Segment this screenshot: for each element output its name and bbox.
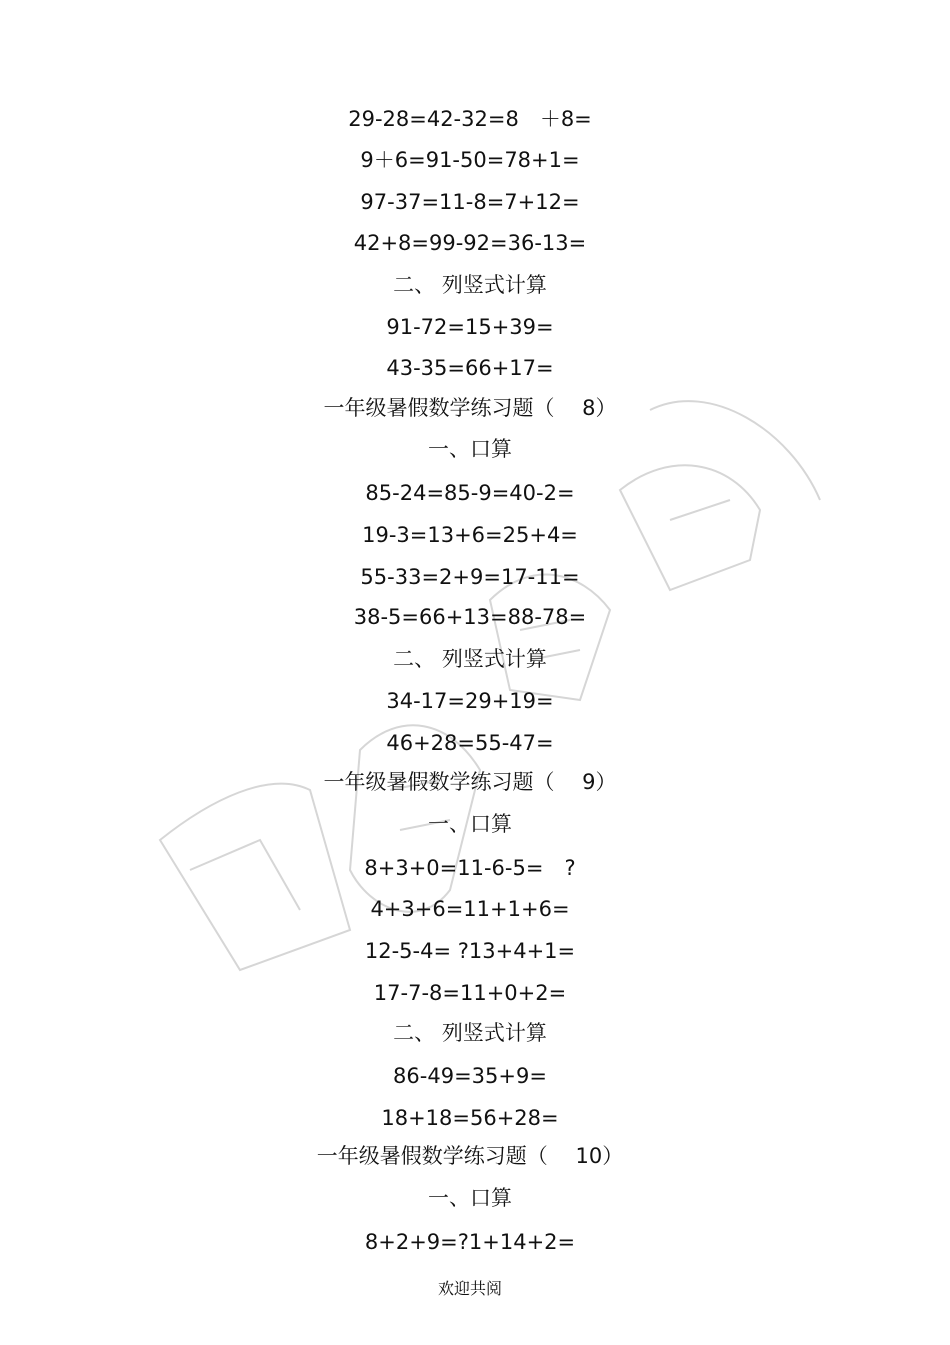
exercise-line: 46+28=55-47= bbox=[386, 731, 554, 755]
section-heading: 二、 列竖式计算 bbox=[393, 647, 547, 671]
exercise-line: 8+3+0=11-6-5= ? bbox=[364, 856, 576, 880]
section-heading: 一、口算 bbox=[428, 437, 512, 461]
section-heading: 一、口算 bbox=[428, 1186, 512, 1210]
exercise-title: 一年级暑假数学练习题（ 10） bbox=[316, 1144, 624, 1168]
exercise-line: 43-35=66+17= bbox=[386, 356, 554, 380]
exercise-title: 一年级暑假数学练习题（ 8） bbox=[323, 396, 617, 420]
exercise-line: 91-72=15+39= bbox=[386, 315, 554, 339]
exercise-line: 86-49=35+9= bbox=[393, 1064, 547, 1088]
exercise-line: 17-7-8=11+0+2= bbox=[373, 981, 567, 1005]
section-heading: 一、口算 bbox=[428, 812, 512, 836]
exercise-line: 97-37=11-8=7+12= bbox=[360, 190, 580, 214]
section-heading: 二、 列竖式计算 bbox=[393, 1021, 547, 1045]
exercise-line: 8+2+9=?1+14+2= bbox=[364, 1230, 576, 1254]
exercise-line: 34-17=29+19= bbox=[386, 689, 554, 713]
section-heading: 二、 列竖式计算 bbox=[393, 273, 547, 297]
exercise-line: 85-24=85-9=40-2= bbox=[365, 481, 575, 505]
exercise-line: 9＋6=91-50=78+1= bbox=[360, 148, 580, 172]
exercise-line: 42+8=99-92=36-13= bbox=[353, 231, 587, 255]
exercise-line: 4+3+6=11+1+6= bbox=[370, 897, 570, 921]
exercise-line: 19-3=13+6=25+4= bbox=[362, 523, 578, 547]
exercise-line: 18+18=56+28= bbox=[381, 1106, 559, 1130]
exercise-line: 29-28=42-32=8 ＋8= bbox=[348, 107, 592, 131]
page-footer: 欢迎共阅 bbox=[437, 1279, 502, 1298]
exercise-title: 一年级暑假数学练习题（ 9） bbox=[323, 770, 617, 794]
exercise-line: 38-5=66+13=88-78= bbox=[353, 605, 587, 629]
exercise-line: 55-33=2+9=17-11= bbox=[360, 565, 580, 589]
exercise-line: 12-5-4= ?13+4+1= bbox=[364, 939, 576, 963]
